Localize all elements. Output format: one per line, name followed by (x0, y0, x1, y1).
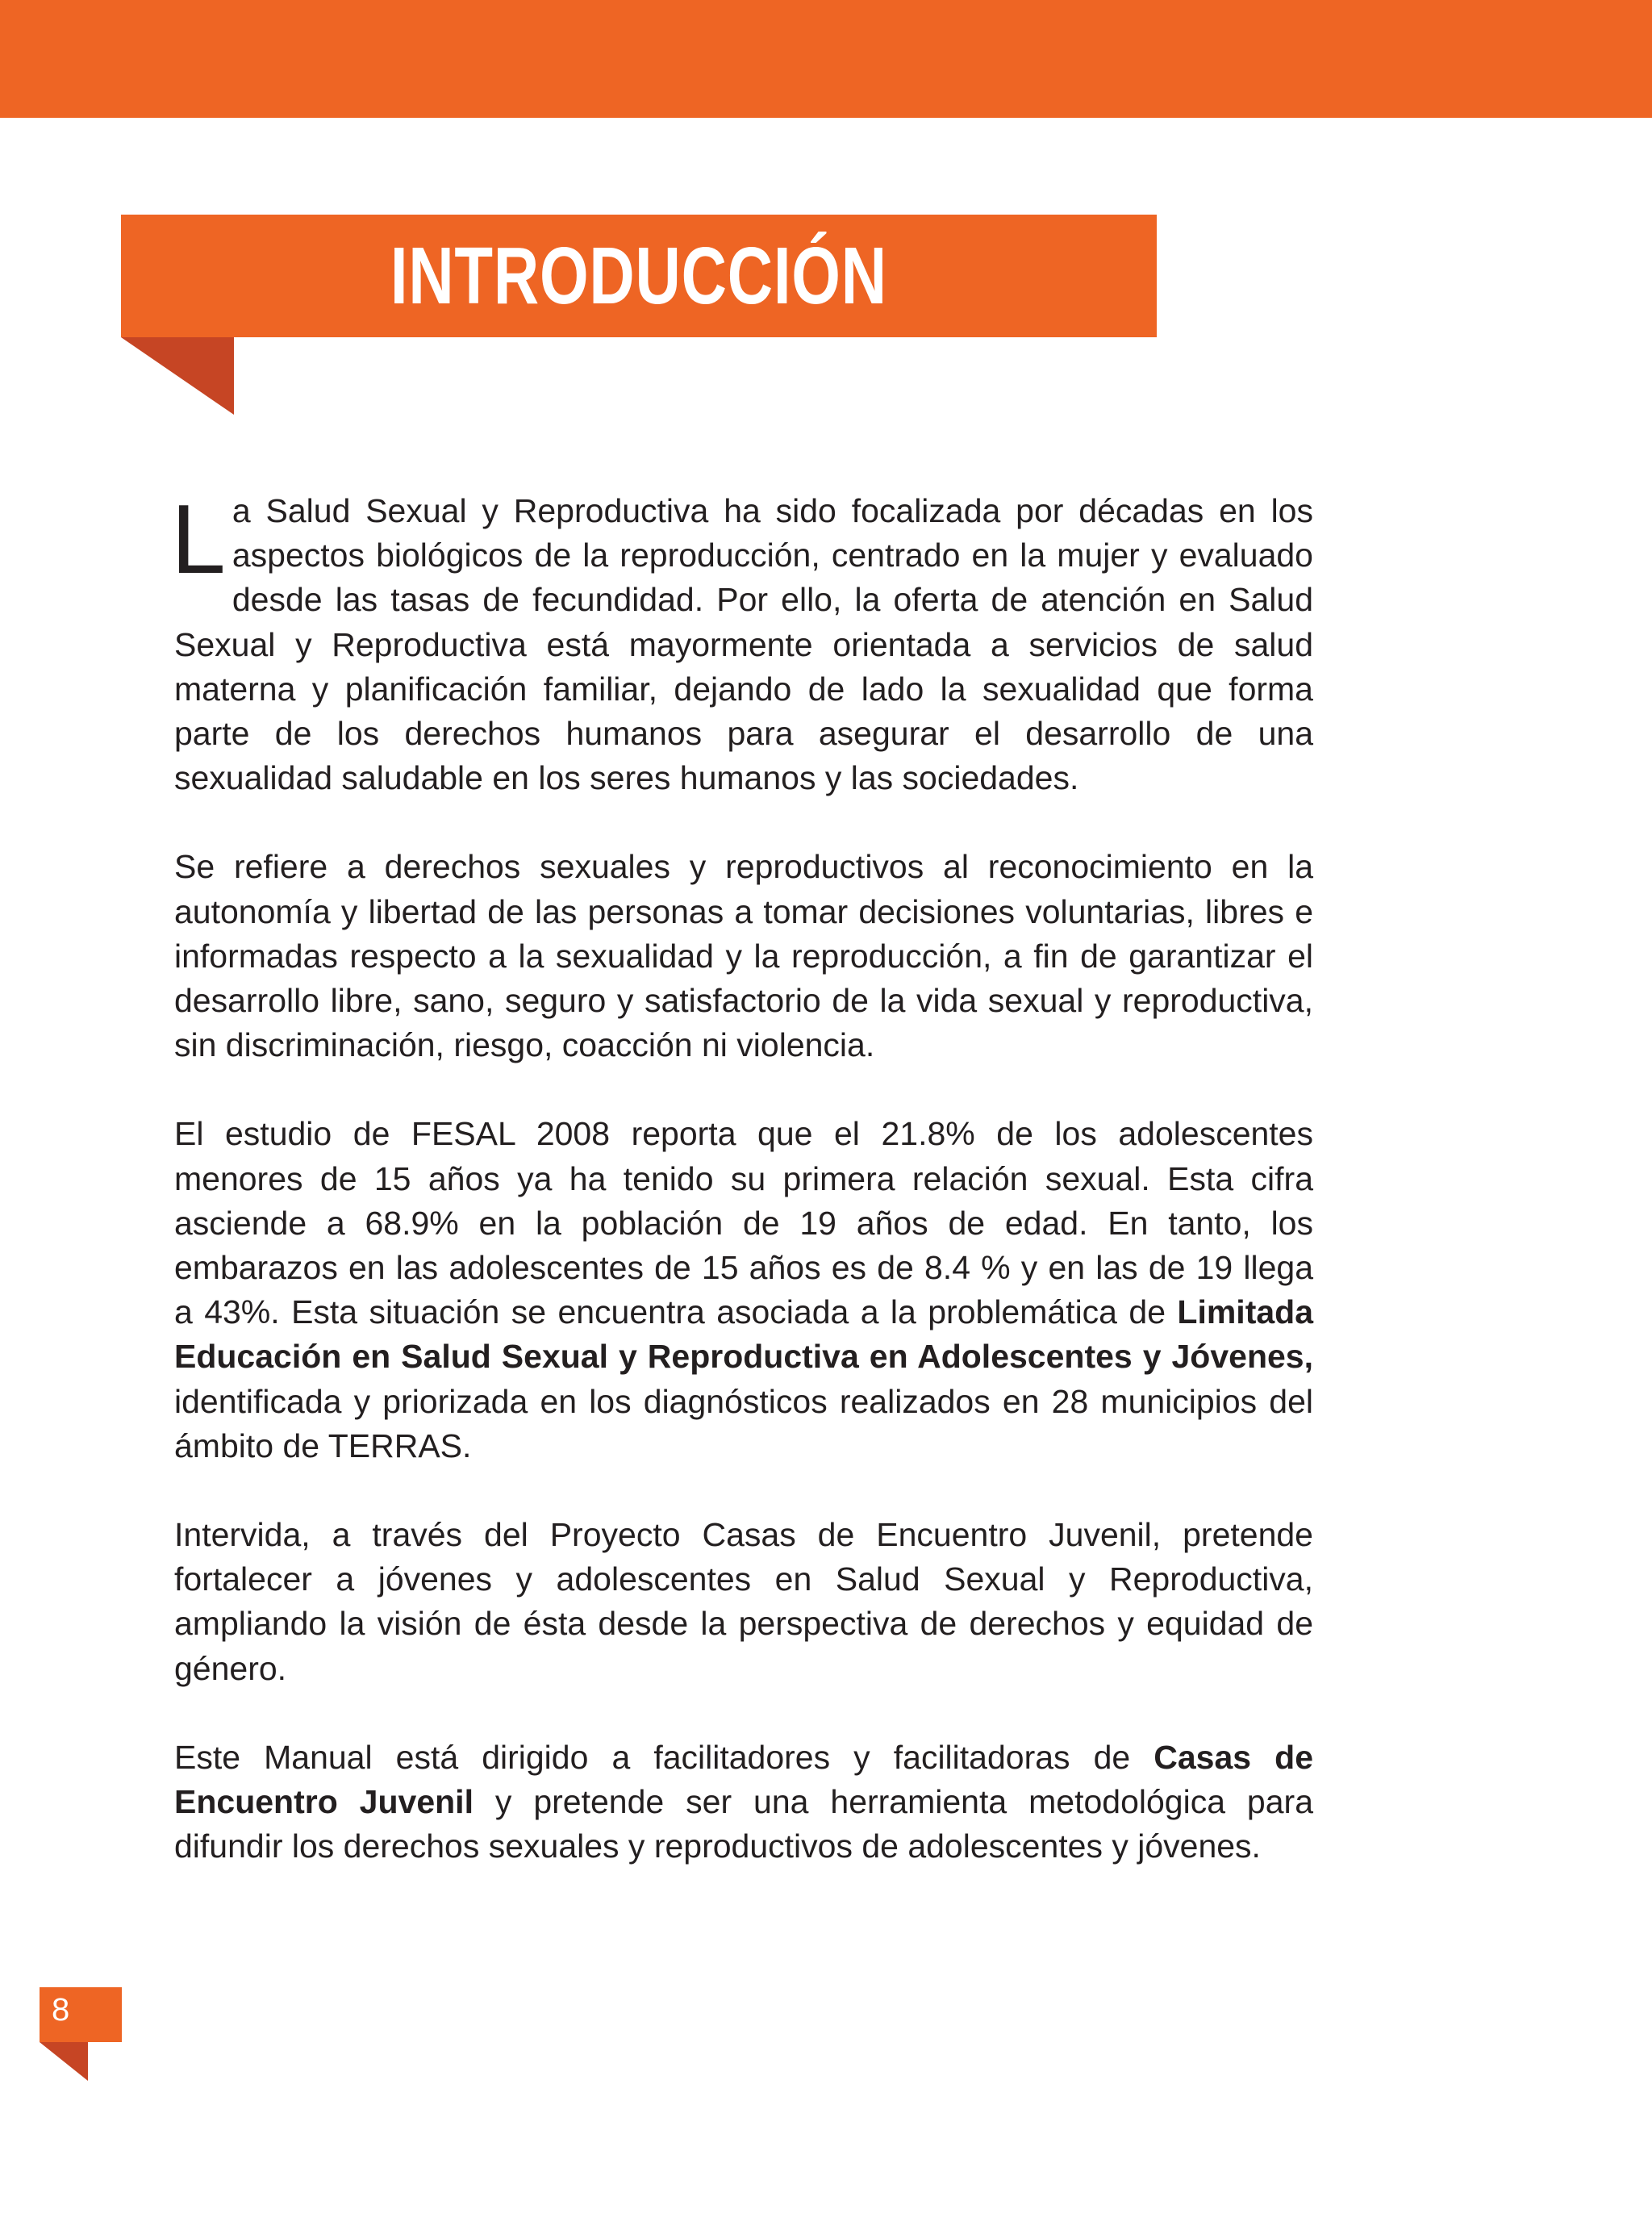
paragraph-5 (174, 1736, 1313, 1869)
paragraph-5-bold: Casas de Encuentro Juvenil (174, 1738, 1313, 1821)
drop-cap: L (171, 484, 226, 594)
paragraph-3 (174, 1112, 1313, 1468)
page-title: INTRODUCCIÓN (390, 230, 887, 321)
paragraph-5-text-b: y pretende ser una herramienta metodológica para difundir los derechos sexuales y reproductivos de adolescentes y jóvenes. (174, 1783, 1313, 1865)
paragraph-3-text-b: identificada y priorizada en los diagnósticos realizados en 28 municipios del ámbito de TERRAS. (174, 1382, 1313, 1464)
paragraph-5-text-a: Este Manual está dirigido a facilitadores y facilitadoras de (174, 1738, 1154, 1776)
title-banner (121, 215, 1157, 337)
page-number-tab (40, 1987, 122, 2042)
top-color-bar (0, 0, 1652, 118)
paragraph-3-bold: Limitada Educación en Salud Sexual y Reproductiva en Adolescentes y Jóvenes, (174, 1293, 1313, 1376)
title-banner-fold (121, 337, 234, 415)
paragraph-2: Se refiere a derechos sexuales y reproductivos al reconocimiento en la autonomía y libertad de las personas a tomar decisiones voluntarias, libres e informadas respecto a la sexualidad y la reproducción, a fin de garantizar el desarrollo libre, sano, seguro y satisfactorio de la vida sexual y reproductiva, sin discriminación, riesgo, coacción ni violencia. (174, 848, 1313, 1064)
page-number: 8 (52, 1992, 70, 2028)
paragraph-1-text: a Salud Sexual y Reproductiva ha sido focalizada por décadas en los aspectos biológicos de la reproducción, centrado en la mujer y evaluado desde las tasas de fecundidad. Por ello, la oferta de atención en Salud Sexual y Reproductiva está mayormente orientada a servicios de salud materna y planificación familiar, dejando de lado la sexualidad que forma parte de los derechos humanos para asegurar el desarrollo de una sexualidad saludable en los seres humanos y las sociedades. (174, 492, 1313, 797)
page-tab-fold (40, 2042, 88, 2081)
paragraph-3-text-a: El estudio de FESAL 2008 reporta que el 21.8% de los adolescentes menores de 15 años ya ha tenido su primera relación sexual. Esta cifra asciende a 68.9% en la población de 19 años de edad. En tanto, los embarazos en las adolescentes de 15 años es de 8.4 % y en las de 19 llega a 43%. Esta situación se encuentra asociada a la problemática de (174, 1115, 1313, 1331)
paragraph-1 (171, 484, 1313, 800)
body-text (171, 484, 1313, 1913)
paragraph-4: Intervida, a través del Proyecto Casas de Encuentro Juvenil, pretende fortalecer a jóvenes y adolescentes en Salud Sexual y Reproductiva, ampliando la visión de ésta desde la perspectiva de derechos y equidad de género. (174, 1516, 1313, 1687)
